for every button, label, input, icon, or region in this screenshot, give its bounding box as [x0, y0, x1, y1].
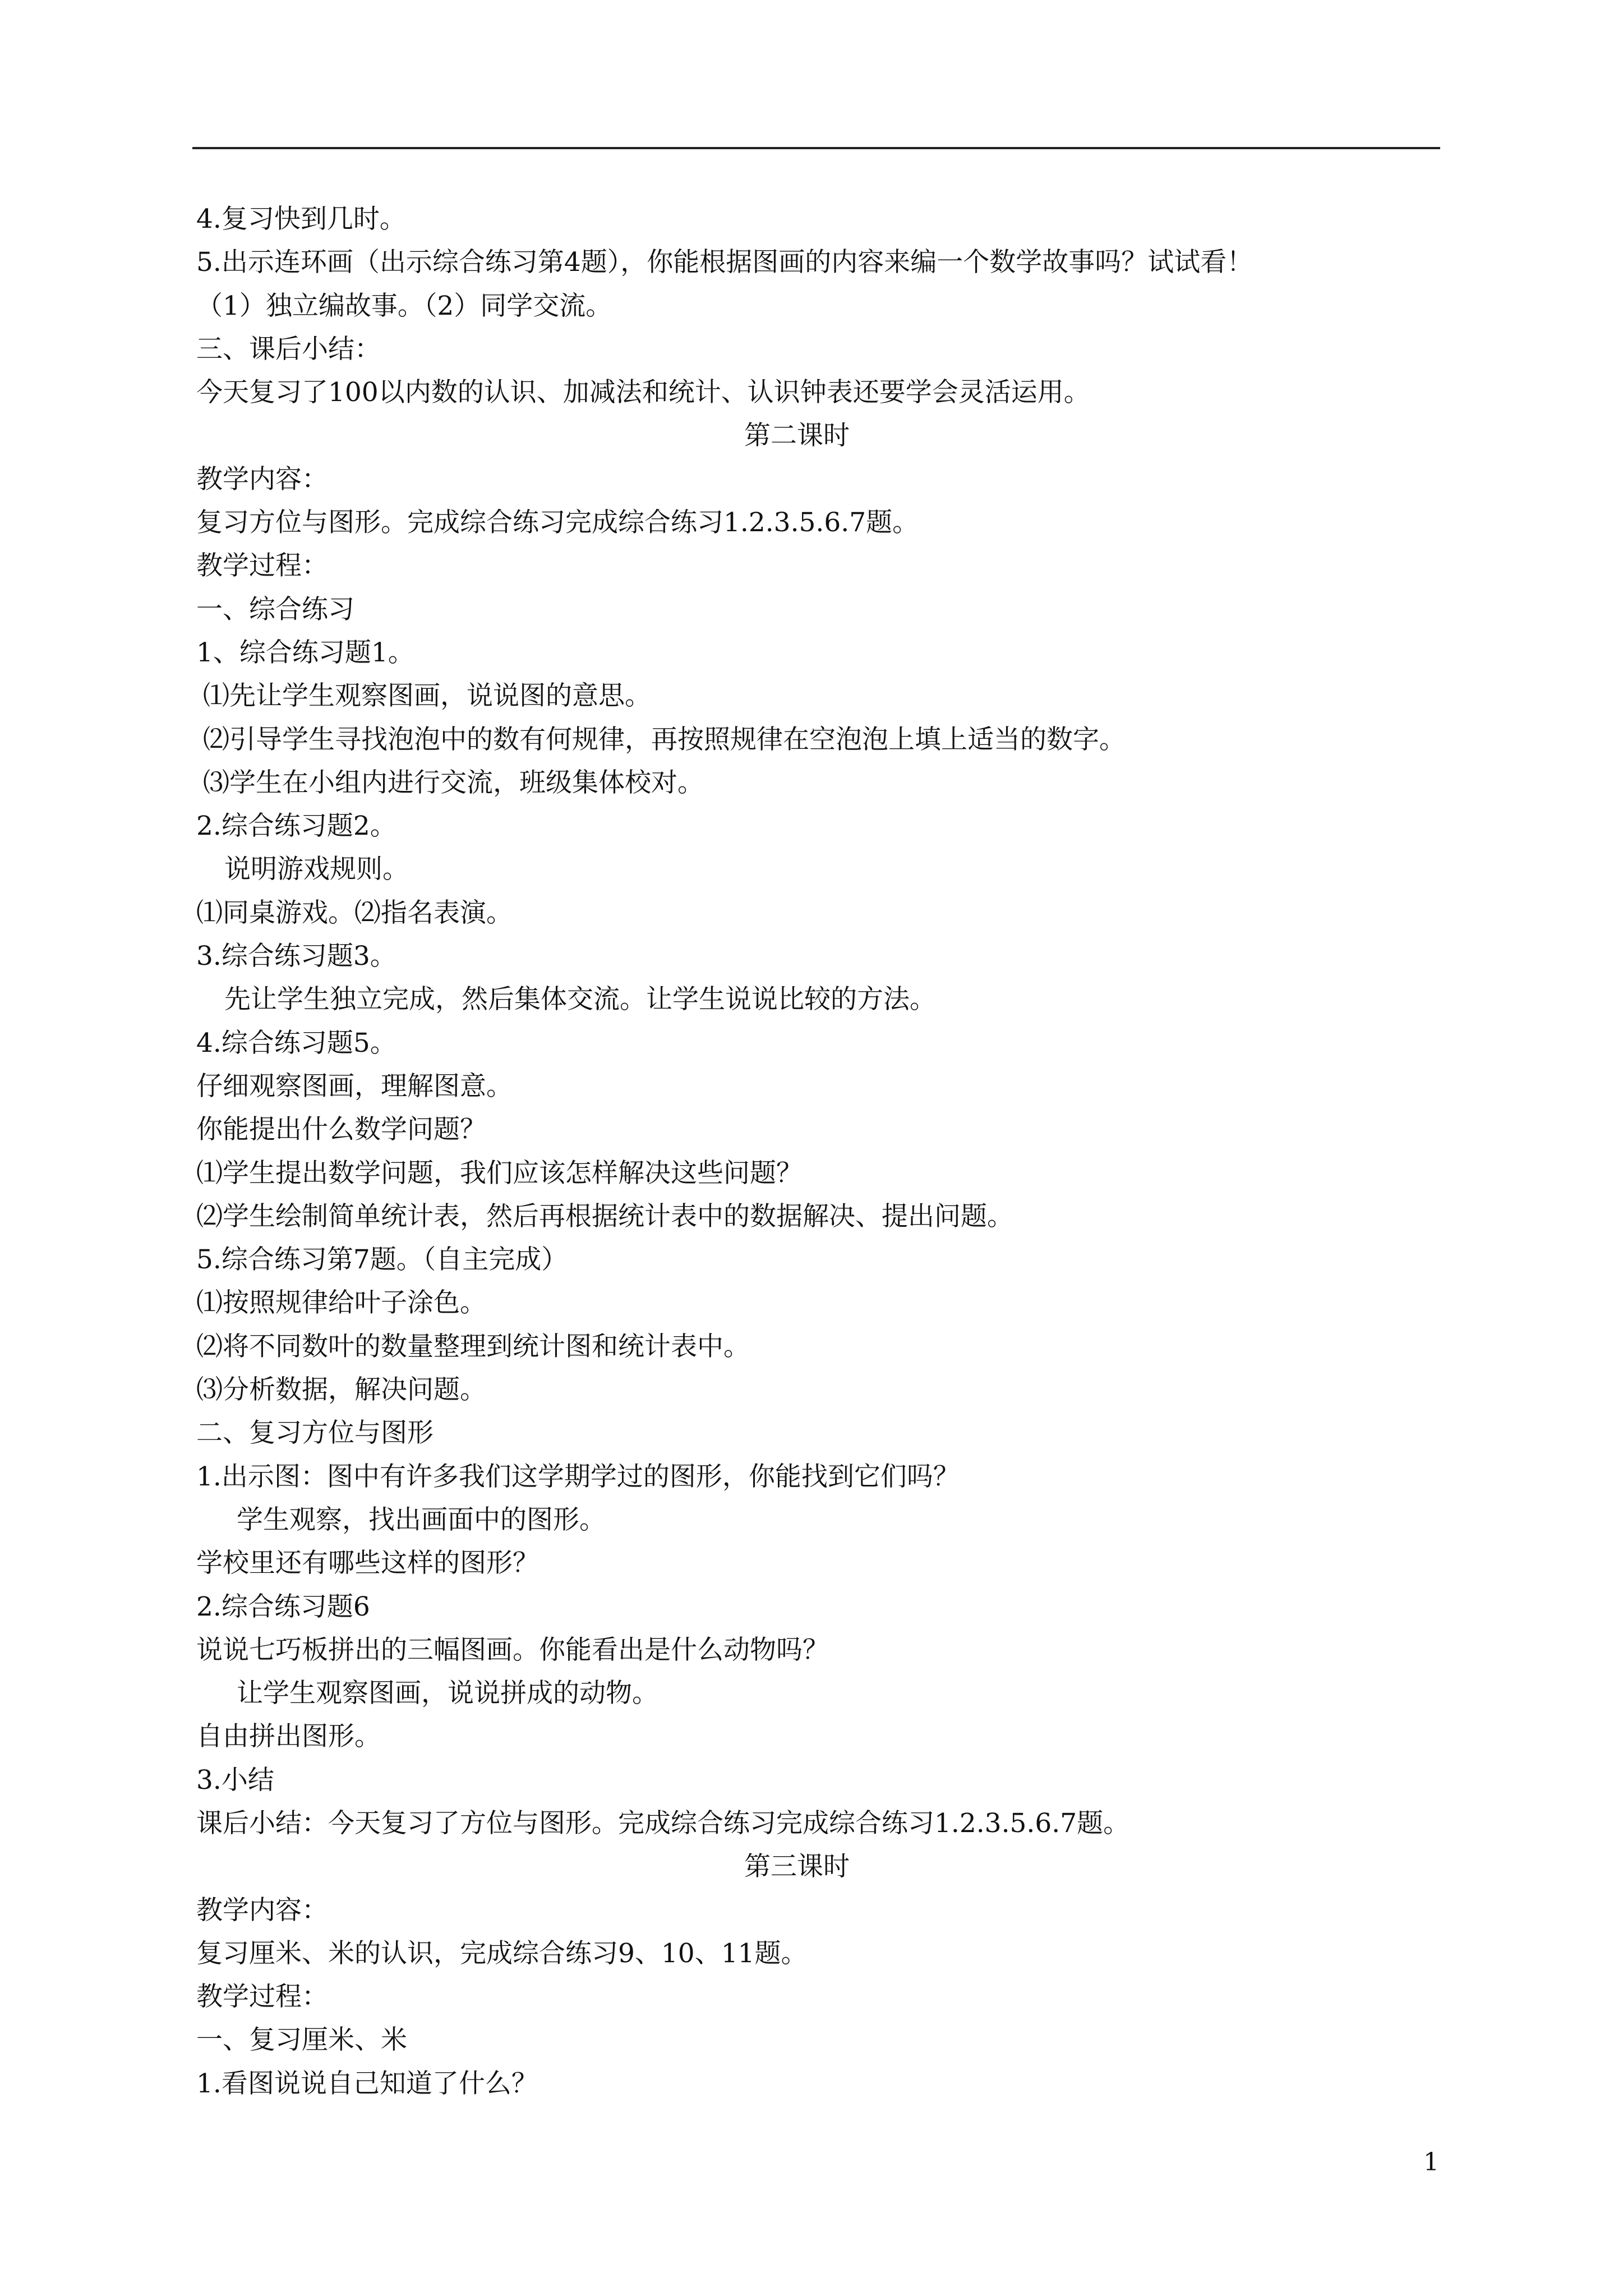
text-line: 先让学生独立完成，然后集体交流。让学生说说比较的方法。: [224, 984, 936, 1015]
text-line: 教学内容：: [196, 1894, 328, 1926]
text-line: ⑵将不同数叶的数量整理到统计图和统计表中。: [196, 1331, 750, 1362]
text-line: 教学内容：: [196, 463, 328, 495]
text-line: 说说七巧板拼出的三幅图画。你能看出是什么动物吗？: [196, 1634, 829, 1665]
text-line: 学生观察，找出画面中的图形。: [237, 1504, 606, 1535]
text-line: 4.复习快到几时。: [196, 204, 406, 234]
text-line: 让学生观察图画，说说拼成的动物。: [237, 1678, 658, 1709]
text-line: 教学过程：: [196, 550, 328, 582]
text-line: 5.出示连环画（出示综合练习第4题），你能根据图画的内容来编一个数学故事吗？试试看！: [196, 247, 1253, 278]
text-line: ⑵引导学生寻找泡泡中的数有何规律，再按照规律在空泡泡上填上适当的数字。: [203, 724, 1126, 755]
text-line: 复习厘米、米的认识，完成综合练习9、10、11题。: [196, 1938, 808, 1969]
text-line: ⑴同桌游戏。⑵指名表演。: [196, 897, 513, 928]
text-line: ⑴按照规律给叶子涂色。: [196, 1287, 486, 1319]
header-rule: [192, 147, 1440, 149]
text-line: ⑶学生在小组内进行交流，班级集体校对。: [203, 767, 704, 798]
text-line: 课后小结：今天复习了方位与图形。完成综合练习完成综合练习1.2.3.5.6.7题。: [196, 1807, 1130, 1839]
text-line: 3.小结: [196, 1764, 274, 1796]
text-line: 一、综合练习: [196, 593, 354, 625]
section-heading: 第三课时: [744, 1851, 850, 1883]
text-line: 1.看图说说自己知道了什么？: [196, 2068, 538, 2099]
text-line: 一、复习厘米、米: [196, 2024, 407, 2056]
text-line: 4.综合练习题5。: [196, 1027, 396, 1059]
text-line: 说明游戏规则。: [224, 854, 409, 885]
text-line: 学校里还有哪些这样的图形？: [196, 1548, 539, 1579]
text-line: ⑴学生提出数学问题，我们应该怎样解决这些问题？: [196, 1157, 803, 1189]
text-line: （1）独立编故事。（2）同学交流。: [196, 290, 612, 321]
text-line: 2.综合练习题6: [196, 1591, 370, 1622]
text-line: 你能提出什么数学问题？: [196, 1114, 486, 1145]
text-line: ⑵学生绘制简单统计表，然后再根据统计表中的数据解决、提出问题。: [196, 1200, 1013, 1232]
text-line: ⑴先让学生观察图画，说说图的意思。: [203, 680, 651, 712]
page-number: 1: [1423, 2148, 1439, 2177]
text-line: 今天复习了100以内数的认识、加减法和统计、认识钟表还要学会灵活运用。: [196, 377, 1090, 408]
text-line: 二、复习方位与图形: [196, 1418, 434, 1449]
text-line: 教学过程：: [196, 1981, 328, 2013]
text-line: 仔细观察图画，理解图意。: [196, 1070, 513, 1102]
section-heading: 第二课时: [744, 420, 850, 452]
text-line: 复习方位与图形。完成综合练习完成综合练习1.2.3.5.6.7题。: [196, 507, 919, 539]
document-body: [196, 197, 1453, 2105]
text-line: ⑶分析数据，解决问题。: [196, 1374, 486, 1406]
text-line: 5.综合练习第7题。（自主完成）: [196, 1244, 568, 1276]
text-line: 1.出示图：图中有许多我们这学期学过的图形，你能找到它们吗？: [196, 1461, 960, 1492]
text-line: 三、课后小结：: [196, 333, 381, 365]
text-line: 1、综合练习题1。: [196, 637, 414, 668]
text-line: 自由拼出图形。: [196, 1721, 381, 1752]
text-line: 3.综合练习题3。: [196, 941, 396, 972]
text-line: 2.综合练习题2。: [196, 811, 396, 842]
